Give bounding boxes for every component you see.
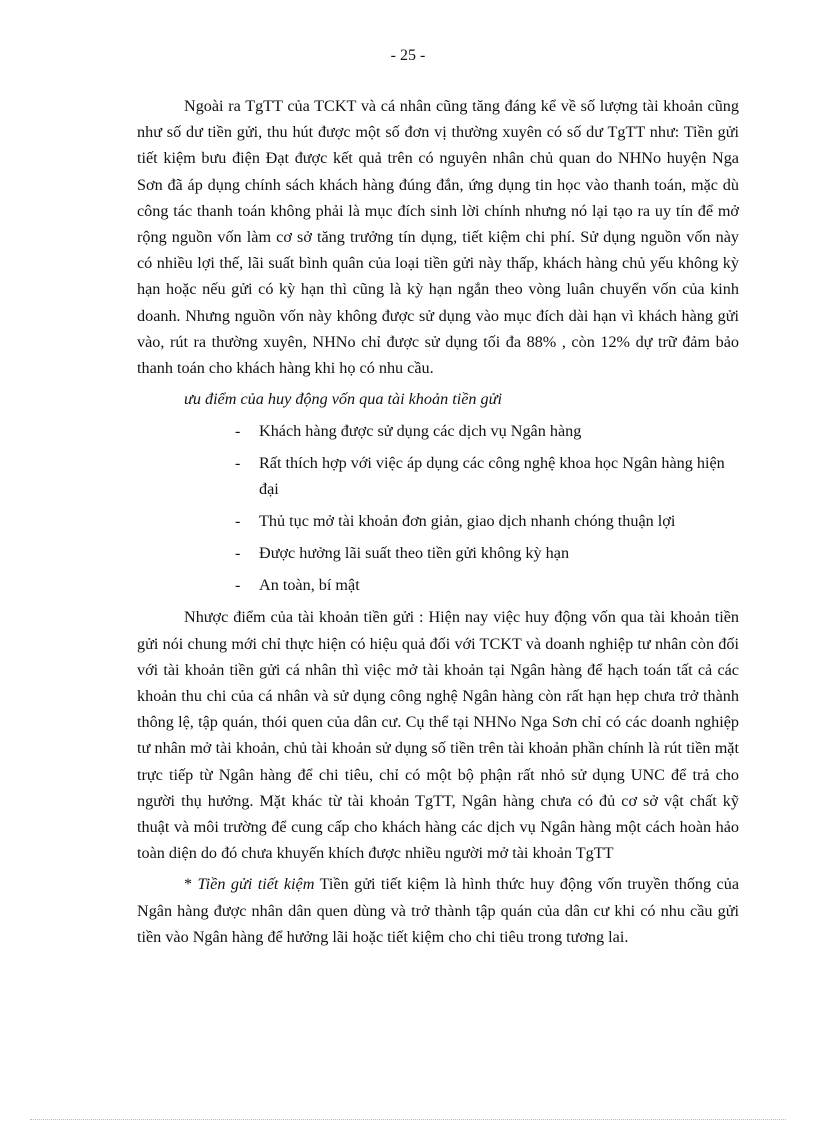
bullet-dash: - [235, 454, 241, 473]
paragraph-disadvantages: Nhược điểm của tài khoản tiền gửi : Hiện nay việc huy động vốn qua tài khoản tiền gửi nói chung mới chỉ thực hiện có hiệu quả đối với TCKT và doanh nghiệp tư nhân còn đối với tài khoản tiền gửi cá nhân thì việc mở tài khoản tại Ngân hàng để hạch toán tất cả các khoản thu chi của cá nhân và sử dụng công nghệ Ngân hàng còn rất hạn hẹp chưa trở thành thông lệ, tập quán, thói quen của dân cư. Cụ thể tại NHNo Nga Sơn chỉ có các doanh nghiệp tư nhân mở tài khoản, chủ tài khoản sử dụng số tiền trên tài khoản phần chính là rút tiền mặt trực tiếp từ Ngân hàng để chi tiêu, chỉ có một bộ phận rất nhỏ sử dụng UNC để trả cho người thụ hưởng. Mặt khác từ tài khoản TgTT, Ngân hàng chưa có đủ cơ sở vật chất kỹ thuật và môi trường để cung cấp cho khách hàng các dịch vụ Ngân hàng một cách hoàn hảo toàn diện do đó chưa khuyến khích được nhiều người mở tài khoản TgTT [137, 608, 739, 863]
body-text [137, 93, 739, 950]
savings-term: Tiền gửi tiết kiệm [197, 875, 315, 894]
bullet-dash: - [235, 512, 241, 531]
bullet-dash: - [235, 576, 241, 595]
list-item: - Khách hàng được sử dụng các dịch vụ Ngân hàng [137, 418, 739, 444]
list-item: - Được hưởng lãi suất theo tiền gửi không kỳ hạn [137, 540, 739, 566]
page-number: - 25 - [390, 47, 426, 64]
list-item: - Thủ tục mở tài khoản đơn giản, giao dịch nhanh chóng thuận lợi [137, 508, 739, 534]
bullet-dash: - [235, 544, 241, 563]
list-item: - Rất thích hợp với việc áp dụng các công nghệ khoa học Ngân hàng hiện đại [137, 450, 739, 502]
list-item: - An toàn, bí mật [137, 572, 739, 598]
advantages-list [137, 418, 739, 598]
bullet-dash: - [235, 422, 241, 441]
paragraph-tgtt-overview: Ngoài ra TgTT của TCKT và cá nhân cũng tăng đáng kể về số lượng tài khoản cũng như số dư tiền gửi, thu hút được một số đơn vị thường xuyên có số dư TgTT như: Tiền gửi tiết kiệm bưu điện Đạt được kết quả trên có nguyên nhân chủ quan do NHNo huyện Nga Sơn đã áp dụng chính sách khách hàng đúng đắn, ứng dụng tin học vào thanh toán, mặc dù công tác thanh toán không phải là mục đích sinh lời chính nhưng nó lại tạo ra uy tín để mở rộng nguồn vốn làm cơ sở tăng trưởng tín dụng, tiết kiệm chi phí. Sử dụng nguồn vốn này có nhiều lợi thế, lãi suất bình quân của loại tiền gửi này thấp, khách hàng chủ yếu không kỳ hạn hoặc nếu gửi có kỳ hạn thì cũng là kỳ hạn ngắn theo vòng luân chuyển vốn của kinh doanh. Nhưng nguồn vốn này không được sử dụng vào mục đích dài hạn vì khách hàng gửi vào, rút ra thường xuyên, NHNo chỉ được sử dụng tối đa 88% , còn 12% dự trữ đảm bảo thanh toán cho khách hàng khi họ có nhu cầu. [137, 97, 739, 378]
paragraph-savings-deposit: * Tiền gửi tiết kiệm Tiền gửi tiết kiệm là hình thức huy động vốn truyền thống của Ngân hàng được nhân dân quen dùng và trở thành tập quán của dân cư khi có nhu cầu gửi tiền vào Ngân hàng để hưởng lãi hoặc tiết kiệm cho chi tiêu trong tương lai. [137, 875, 740, 946]
footer-divider [30, 1119, 786, 1120]
advantages-heading: ưu điểm của huy động vốn qua tài khoản tiền gửi [184, 390, 502, 409]
